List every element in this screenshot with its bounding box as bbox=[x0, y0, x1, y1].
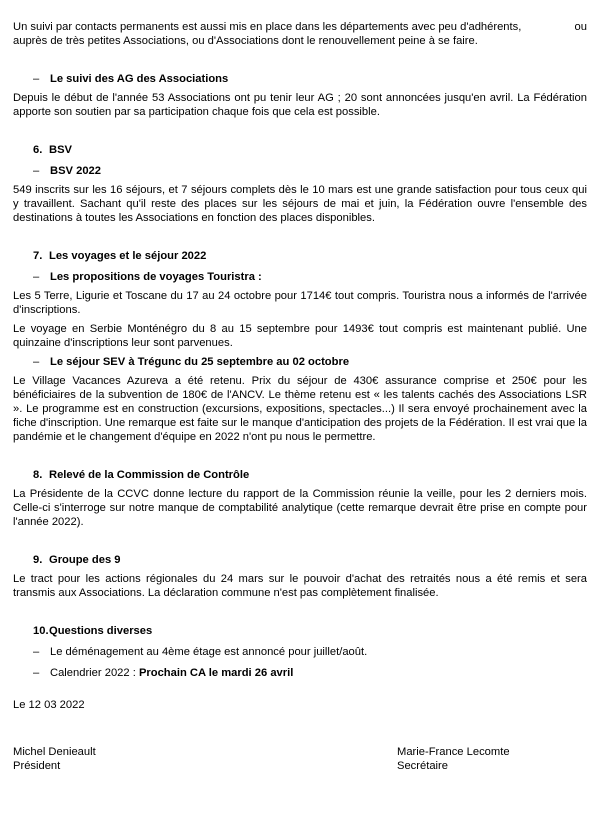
bsv-2022-heading bbox=[13, 164, 587, 178]
controle-heading-text: Relevé de la Commission de Contrôle bbox=[49, 469, 250, 481]
dash-bullet: – bbox=[33, 165, 40, 177]
intro-line-1 bbox=[13, 20, 587, 34]
touristra-heading-text: Les propositions de voyages Touristra : bbox=[50, 271, 262, 283]
signatory-role: Président bbox=[13, 760, 61, 772]
calendar-prefix: Calendrier 2022 : bbox=[50, 667, 139, 679]
questions-item-1 bbox=[13, 645, 587, 659]
dash-bullet: – bbox=[33, 73, 40, 85]
voyages-heading-text: Les voyages et le séjour 2022 bbox=[49, 250, 207, 262]
signatory-name: Michel Denieault bbox=[13, 746, 96, 758]
dash-bullet: – bbox=[33, 356, 40, 368]
groupe9-heading bbox=[13, 553, 587, 567]
voyages-heading bbox=[13, 249, 587, 263]
questions-item-2-text bbox=[50, 666, 293, 680]
touristra-paragraph-1: Les 5 Terre, Ligurie et Toscane du 17 au 24 octobre pour 1714€ tout compris. Touristra nous a informés de l'arrivée d'inscriptions. bbox=[13, 290, 587, 316]
signature-left bbox=[13, 745, 213, 773]
intro-line-2: auprès de très petites Associations, ou d'Associations dont le renouvellement peine à se faire. bbox=[13, 35, 478, 47]
signatory-name: Marie-France Lecomte bbox=[397, 746, 510, 758]
document-date: Le 12 03 2022 bbox=[13, 699, 85, 711]
intro-line-1-text: Un suivi par contacts permanents est aussi mis en place dans les départements avec peu d'adhérents, bbox=[13, 21, 522, 33]
section-number: 8. bbox=[33, 469, 43, 481]
section-number: 9. bbox=[33, 554, 43, 566]
bsv-heading bbox=[13, 143, 587, 157]
bsv-heading-text: BSV bbox=[49, 144, 73, 156]
dash-bullet: – bbox=[33, 667, 40, 679]
touristra-heading bbox=[13, 270, 587, 284]
section-number: 7. bbox=[33, 250, 43, 262]
next-ca-date: Prochain CA le mardi 26 avril bbox=[138, 667, 294, 679]
ag-paragraph: Depuis le début de l'année 53 Associations ont pu tenir leur AG ; 20 sont annoncées jusqu'en avril. La Fédération apporte son soutien par sa participation chaque fois que cela est possible. bbox=[13, 92, 587, 118]
document-page bbox=[13, 20, 587, 773]
controle-paragraph: La Présidente de la CCVC donne lecture du rapport de la Commission réunie la veille, pour les 2 derniers mois. Celle-ci s'interroge sur notre manque de comptabilité analytique (cette remarque devrait être prise en compte pour l'année 2022). bbox=[13, 488, 587, 528]
groupe9-paragraph: Le tract pour les actions régionales du 24 mars sur le pouvoir d'achat des retraités nous a été remis et sera transmis aux Associations. La déclaration commune n'est pas complètement finalisée. bbox=[13, 573, 587, 599]
dash-bullet: – bbox=[33, 271, 40, 283]
questions-heading-text: Questions diverses bbox=[49, 625, 153, 637]
dash-bullet: – bbox=[33, 646, 40, 658]
section-number: 10. bbox=[33, 625, 49, 637]
questions-heading bbox=[13, 624, 587, 638]
questions-item-2 bbox=[13, 666, 587, 680]
section-number: 6. bbox=[33, 144, 43, 156]
sejour-sev-heading bbox=[13, 355, 587, 369]
signatory-role: Secrétaire bbox=[397, 760, 448, 772]
groupe9-heading-text: Groupe des 9 bbox=[49, 554, 121, 566]
bsv-2022-heading-text: BSV 2022 bbox=[50, 165, 101, 177]
questions-item-1-text: Le déménagement au 4ème étage est annoncé pour juillet/août. bbox=[50, 646, 368, 658]
signature-right bbox=[397, 745, 587, 773]
sejour-sev-paragraph: Le Village Vacances Azureva a été retenu. Prix du séjour de 430€ assurance comprise et 250€ pour les bénéficiaires de la subvention de 180€ de l'ANCV. Le thème retenu est « les talents cachés des Associations LSR ». Le programme est en construction (excursions, expositions, spectacles...) Il sera envoyé prochainement avec la fiche d'inscription. Une remarque est faite sur le manque d'anticipation des projets de la Fédération. Il est vrai que la pandémie et le changement d'équipe en 2022 n'ont pu nous le permettre. bbox=[13, 375, 587, 443]
ag-heading-text: Le suivi des AG des Associations bbox=[50, 73, 229, 85]
touristra-paragraph-2: Le voyage en Serbie Monténégro du 8 au 15 septembre pour 1493€ tout compris est maintenant publié. Une quinzaine d'inscriptions leur sont parvenues. bbox=[13, 323, 587, 349]
ag-heading bbox=[13, 72, 587, 86]
bsv-paragraph: 549 inscrits sur les 16 séjours, et 7 séjours complets dès le 10 mars est une grande satisfaction pour tous ceux qui y travaillent. Sachant qu'il reste des places sur les séjours de mai et juin, la Fédération ouvre l'ensemble des destinations à toutes les Associations en fonction des places disponibles. bbox=[13, 184, 587, 224]
sejour-sev-heading-text: Le séjour SEV à Trégunc du 25 septembre au 02 octobre bbox=[50, 356, 350, 368]
controle-heading bbox=[13, 468, 587, 482]
intro-paragraph bbox=[13, 20, 587, 48]
signature-block bbox=[13, 745, 587, 773]
intro-line-1-tail: ou bbox=[574, 21, 587, 33]
